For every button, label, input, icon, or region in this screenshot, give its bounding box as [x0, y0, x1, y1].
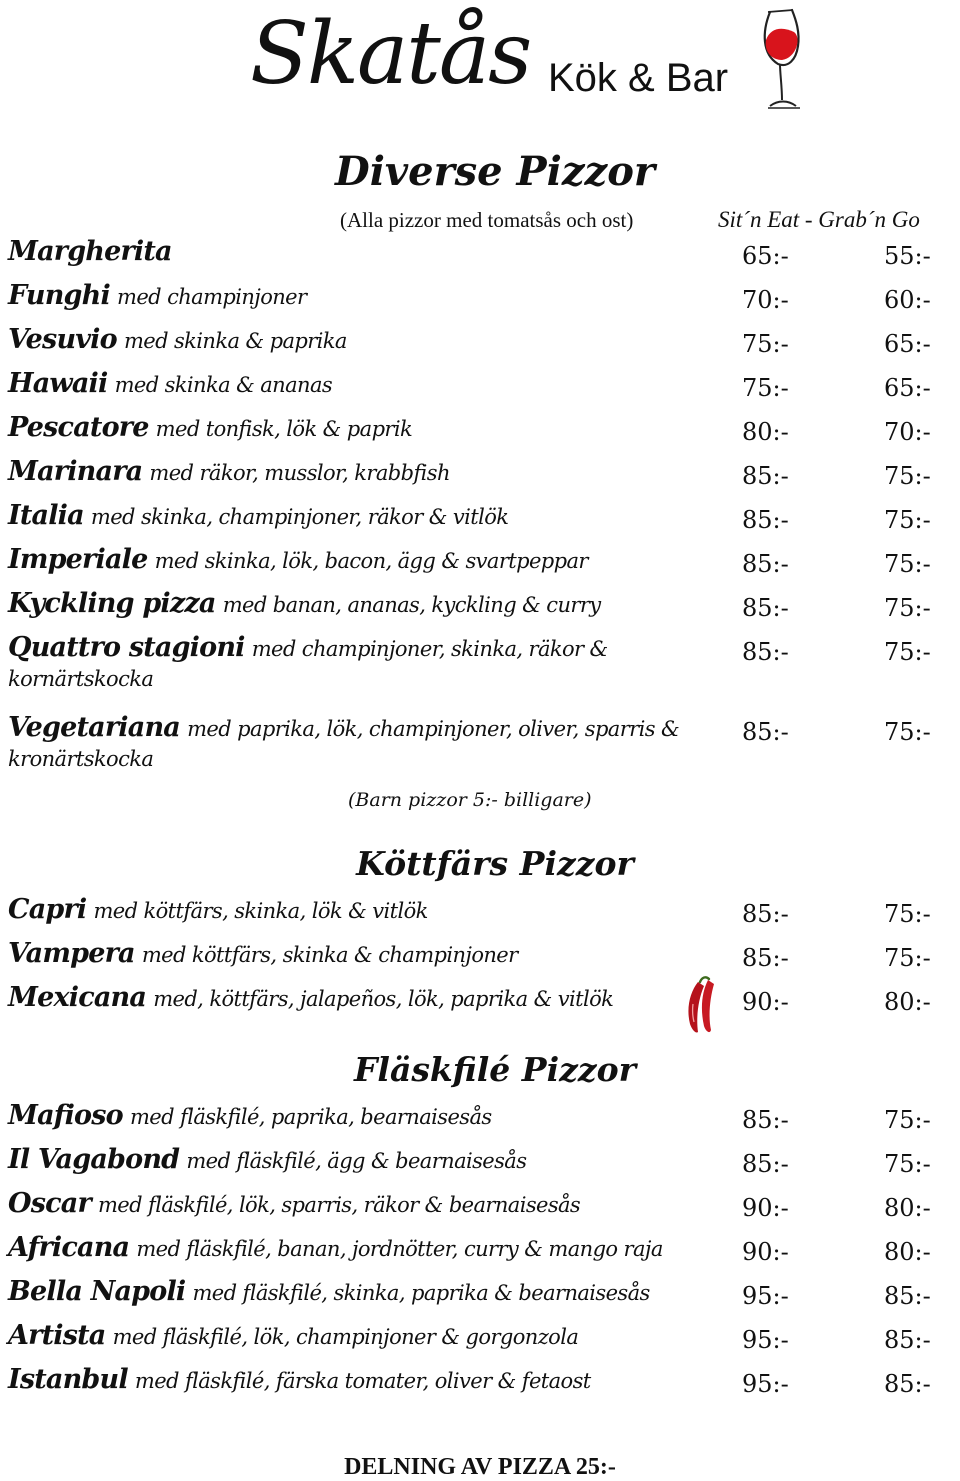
price-grab-n-go: 80:-	[884, 988, 931, 1016]
menu-item	[8, 1188, 580, 1224]
menu-item	[8, 632, 608, 702]
pizza-name: Imperiale	[8, 544, 148, 575]
price-sit-n-eat: 90:-	[742, 1238, 789, 1266]
price-sit-n-eat: 85:-	[742, 944, 789, 972]
menu-item	[8, 412, 412, 448]
price-column-header: Sit´n Eat - Grab´n Go	[718, 207, 920, 232]
header	[0, 0, 960, 130]
sharing-fee-note: DELNING AV PIZZA 25:-	[344, 1454, 616, 1480]
kids-pizza-note: (Barn pizzor 5:- billigare)	[348, 789, 592, 811]
pizza-name: Hawaii	[8, 368, 108, 399]
price-grab-n-go: 75:-	[884, 718, 931, 746]
price-sit-n-eat: 80:-	[742, 418, 789, 446]
pizza-description-continued: kornärtskocka	[8, 667, 154, 691]
pizza-description: med tonfisk, lök & paprik	[155, 417, 413, 441]
menu-item	[8, 894, 428, 930]
section-title-diverse: Diverse Pizzor	[335, 148, 655, 195]
price-sit-n-eat: 95:-	[742, 1326, 789, 1354]
price-grab-n-go: 85:-	[884, 1370, 931, 1398]
pizza-description: med köttfärs, skinka, lök & vitlök	[93, 899, 428, 923]
price-sit-n-eat: 85:-	[742, 1106, 789, 1134]
price-grab-n-go: 60:-	[884, 286, 931, 314]
pizza-name: Vampera	[8, 938, 135, 969]
pizza-name: Vegetariana	[8, 712, 180, 743]
pizza-name: Margherita	[8, 236, 172, 267]
menu-item	[8, 1276, 650, 1312]
pizza-name: Istanbul	[8, 1364, 128, 1395]
menu-item	[8, 236, 172, 272]
pizza-description: med köttfärs, skinka & champinjoner	[141, 943, 518, 967]
pizza-name: Vesuvio	[8, 324, 117, 355]
price-grab-n-go: 75:-	[884, 506, 931, 534]
pizza-name: Marinara	[8, 456, 143, 487]
pizza-name: Oscar	[8, 1188, 91, 1219]
price-sit-n-eat: 85:-	[742, 900, 789, 928]
logo-subtitle: Kök & Bar	[548, 56, 729, 100]
pizza-name: Italia	[8, 500, 84, 531]
menu-item	[8, 1100, 492, 1136]
logo-script-text: Skatås	[250, 4, 531, 104]
price-sit-n-eat: 65:-	[742, 242, 789, 270]
price-sit-n-eat: 70:-	[742, 286, 789, 314]
menu-item	[8, 1232, 663, 1268]
price-sit-n-eat: 85:-	[742, 1150, 789, 1178]
price-sit-n-eat: 85:-	[742, 550, 789, 578]
price-grab-n-go: 75:-	[884, 1150, 931, 1178]
pizza-description: med, köttfärs, jalapeños, lök, paprika & vitlök	[153, 987, 614, 1011]
price-sit-n-eat: 85:-	[742, 462, 789, 490]
price-sit-n-eat: 85:-	[742, 594, 789, 622]
price-sit-n-eat: 85:-	[742, 718, 789, 746]
price-sit-n-eat: 85:-	[742, 638, 789, 666]
menu-item	[8, 280, 306, 316]
pizza-description: med fläskfilé, banan, jordnötter, curry & mango raja	[136, 1237, 663, 1261]
pizza-name: Mafioso	[8, 1100, 123, 1131]
price-sit-n-eat: 95:-	[742, 1370, 789, 1398]
price-sit-n-eat: 75:-	[742, 330, 789, 358]
menu-item	[8, 712, 679, 782]
pizza-description-continued: kronärtskocka	[8, 747, 154, 771]
price-grab-n-go: 80:-	[884, 1194, 931, 1222]
pizza-description: med skinka, lök, bacon, ägg & svartpeppar	[154, 549, 588, 573]
pizza-description: med champinjoner, skinka, räkor &	[251, 637, 608, 661]
pizza-description: med skinka, champinjoner, räkor & vitlök	[90, 505, 509, 529]
pizza-name: Kyckling pizza	[8, 588, 216, 619]
wine-glass-icon	[752, 2, 812, 114]
price-grab-n-go: 75:-	[884, 900, 931, 928]
pizza-description: med fläskfilé, paprika, bearnaisesås	[129, 1105, 492, 1129]
price-grab-n-go: 75:-	[884, 594, 931, 622]
pizza-description: med fläskfilé, färska tomater, oliver & fetaost	[134, 1369, 591, 1393]
pizza-name: Funghi	[8, 280, 110, 311]
pizza-description: med skinka & ananas	[114, 373, 333, 397]
menu-item	[8, 324, 347, 360]
pizza-name: Capri	[8, 894, 87, 925]
price-grab-n-go: 65:-	[884, 330, 931, 358]
menu-item	[8, 938, 518, 974]
price-sit-n-eat: 90:-	[742, 1194, 789, 1222]
pizza-description: med fläskfilé, skinka, paprika & bearnaisesås	[192, 1281, 650, 1305]
pizza-name: Quattro stagioni	[8, 632, 245, 663]
menu-item	[8, 544, 588, 580]
menu-item	[8, 500, 508, 536]
price-grab-n-go: 55:-	[884, 242, 931, 270]
pizza-description: med fläskfilé, lök, sparris, räkor & bearnaisesås	[97, 1193, 581, 1217]
pizza-name: Il Vagabond	[8, 1144, 180, 1175]
pizza-description: med banan, ananas, kyckling & curry	[222, 593, 601, 617]
price-grab-n-go: 75:-	[884, 638, 931, 666]
pizza-description: med fläskfilé, ägg & bearnaisesås	[186, 1149, 527, 1173]
pizza-description: med räkor, musslor, krabbfish	[149, 461, 450, 485]
section-title-flaskfile: Fläskfilé Pizzor	[353, 1050, 637, 1089]
section-title-kottfars: Köttfärs Pizzor	[356, 844, 634, 883]
pizza-description: med skinka & paprika	[123, 329, 347, 353]
pizza-name: Mexicana	[8, 982, 147, 1013]
price-grab-n-go: 85:-	[884, 1326, 931, 1354]
pizza-name: Africana	[8, 1232, 130, 1263]
chili-pepper-icon	[678, 974, 722, 1036]
menu-item	[8, 456, 450, 492]
pizza-description: med champinjoner	[117, 285, 307, 309]
menu-item	[8, 1320, 578, 1356]
price-grab-n-go: 70:-	[884, 418, 931, 446]
price-sit-n-eat: 75:-	[742, 374, 789, 402]
menu-item	[8, 1364, 591, 1400]
sauce-note: (Alla pizzor med tomatsås och ost)	[340, 208, 634, 232]
menu-item	[8, 368, 332, 404]
menu-item	[8, 1144, 526, 1180]
pizza-name: Pescatore	[8, 412, 149, 443]
pizza-description: med paprika, lök, champinjoner, oliver, sparris &	[187, 717, 680, 741]
pizza-name: Bella Napoli	[8, 1276, 186, 1307]
price-grab-n-go: 85:-	[884, 1282, 931, 1310]
pizza-name: Artista	[8, 1320, 106, 1351]
pizza-description: med fläskfilé, lök, champinjoner & gorgonzola	[112, 1325, 579, 1349]
price-grab-n-go: 75:-	[884, 462, 931, 490]
price-sit-n-eat: 95:-	[742, 1282, 789, 1310]
menu-item	[8, 588, 601, 624]
price-grab-n-go: 80:-	[884, 1238, 931, 1266]
price-sit-n-eat: 85:-	[742, 506, 789, 534]
price-grab-n-go: 65:-	[884, 374, 931, 402]
price-sit-n-eat: 90:-	[742, 988, 789, 1016]
price-grab-n-go: 75:-	[884, 944, 931, 972]
price-grab-n-go: 75:-	[884, 1106, 931, 1134]
price-grab-n-go: 75:-	[884, 550, 931, 578]
menu-item	[8, 982, 613, 1018]
